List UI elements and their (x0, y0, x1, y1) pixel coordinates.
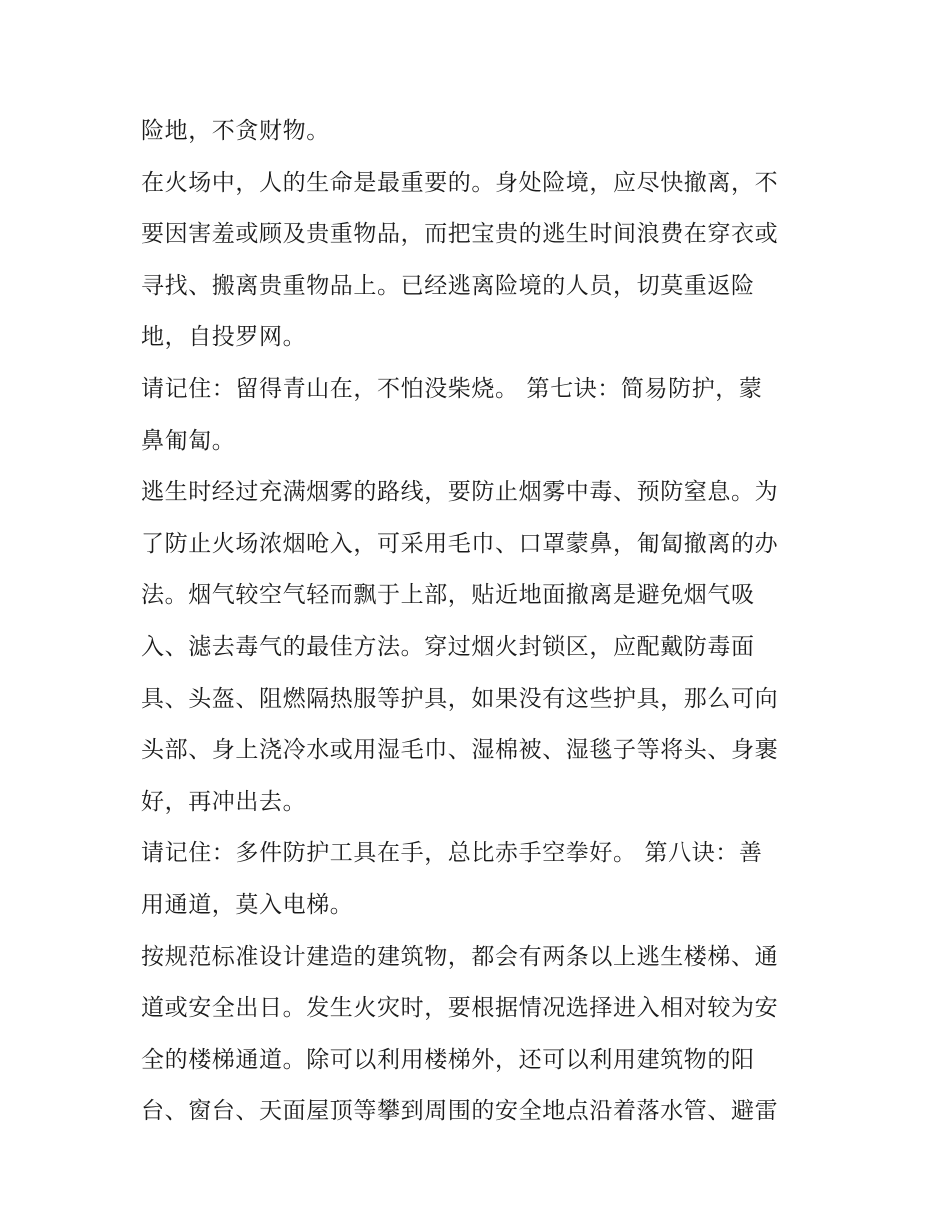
text-line: 寻找、搬离贵重物品上。已经逃离险境的人员，切莫重返险 (141, 272, 755, 299)
text-line: 险地，不贪财物。 (141, 118, 330, 144)
text-line: 头部、身上浇冷水或用湿毛巾、湿棉被、湿毯子等将头、身裹 (141, 737, 779, 764)
document-body (141, 106, 821, 1138)
text-line: 用通道，莫入电梯。 (141, 891, 354, 918)
text-line: 入、滤去毒气的最佳方法。穿过烟火封锁区，应配戴防毒面 (141, 633, 755, 660)
text-line: 全的楼梯通道。除可以利用楼梯外，还可以利用建筑物的阳 (141, 1046, 755, 1073)
text-line: 地，自投罗网。 (141, 324, 307, 351)
text-line: 具、头盔、阻燃隔热服等护具，如果没有这些护具，那么可向 (141, 685, 779, 712)
text-line: 逃生时经过充满烟雾的路线，要防止烟雾中毒、预防窒息。为 (141, 479, 779, 506)
text-line: 请记住：留得青山在，不怕没柴烧。 第七诀：简易防护，蒙 (141, 375, 763, 402)
text-line: 在火场中，人的生命是最重要的。身处险境，应尽快撤离，不 (141, 169, 779, 196)
text-line: 好，再冲出去。 (141, 788, 307, 815)
text-line: 台、窗台、天面屋顶等攀到周围的安全地点沿着落水管、避雷 (141, 1098, 779, 1125)
text-line: 法。烟气较空气轻而飘于上部，贴近地面撤离是避免烟气吸 (141, 582, 755, 609)
text-line: 道或安全出日。发生火灾时，要根据情况选择进入相对较为安 (141, 995, 779, 1022)
text-line: 鼻匍匐。 (141, 427, 236, 454)
text-line: 了防止火场浓烟呛入，可采用毛巾、口罩蒙鼻，匍匐撤离的办 (141, 530, 779, 557)
text-line: 要因害羞或顾及贵重物品，而把宝贵的逃生时间浪费在穿衣或 (141, 221, 779, 248)
text-line: 按规范标准设计建造的建筑物，都会有两条以上逃生楼梯、通 (141, 943, 779, 970)
text-line: 请记住：多件防护工具在手，总比赤手空拳好。 第八诀：善 (141, 840, 763, 867)
